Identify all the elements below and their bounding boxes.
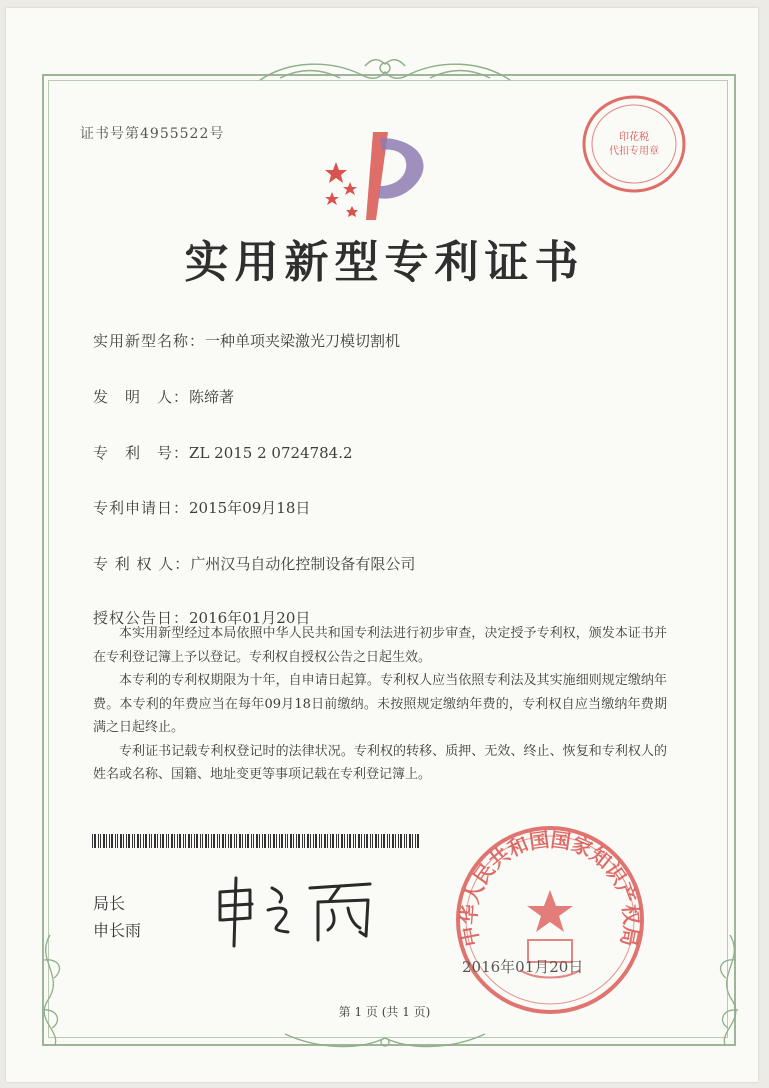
barcode-bar	[196, 834, 198, 848]
field-label: 专 利 号：	[93, 444, 190, 462]
barcode-bar	[330, 834, 331, 848]
barcode-bar	[290, 834, 292, 848]
barcode-bar	[222, 834, 224, 848]
barcode-bar	[321, 834, 322, 848]
barcode-bar	[117, 834, 118, 848]
barcode-bar	[276, 834, 277, 848]
barcode-bar	[281, 834, 283, 848]
signatory-title: 局长	[93, 894, 126, 913]
barcode-bar	[219, 834, 220, 848]
barcode-bar	[370, 834, 371, 848]
barcode-bar	[378, 834, 379, 848]
barcode-bar	[366, 834, 368, 848]
barcode-bar	[417, 834, 419, 848]
barcode-bar	[174, 834, 175, 848]
barcode-bar	[225, 834, 226, 848]
seal-text: 中华人民共和国国家知识产权局	[456, 827, 644, 949]
barcode-bar	[287, 834, 288, 848]
barcode-bar	[137, 834, 139, 848]
barcode-bar	[285, 834, 286, 848]
handwritten-signature	[210, 870, 390, 950]
barcode-bar	[200, 834, 201, 848]
barcode-bar	[109, 834, 110, 848]
bottom-center-ornament	[280, 1026, 490, 1052]
body-paragraph: 本实用新型经过本局依照中华人民共和国专利法进行初步审查，决定授予专利权，颁发本证书并在专利登记簿上予以登记。专利权自授权公告之日起生效。	[93, 626, 667, 665]
barcode-bar	[315, 834, 317, 848]
field-value: 陈缔著	[189, 388, 235, 406]
certificate-title: 实用新型专利证书	[184, 237, 585, 288]
field-value: 2015年09月18日	[189, 499, 311, 517]
barcode-bar	[296, 834, 297, 848]
barcode-bar	[324, 834, 326, 848]
barcode-bar	[160, 834, 161, 848]
barcode-bar	[304, 834, 305, 848]
barcode-bar	[132, 834, 133, 848]
barcode-bar	[157, 834, 158, 848]
barcode-bar	[234, 834, 235, 848]
barcode-bar	[372, 834, 373, 848]
barcode-bar	[103, 834, 105, 848]
barcode-bar	[183, 834, 184, 848]
bottom-right-ornament	[690, 930, 750, 1050]
barcode-bar	[100, 834, 101, 848]
barcode-bar	[202, 834, 203, 848]
barcode-bar	[145, 834, 147, 848]
barcode-bar	[115, 834, 116, 848]
certificate-number: 证书号第4955522号	[80, 126, 225, 142]
barcode-bar	[111, 834, 113, 848]
barcode-bar	[211, 834, 212, 848]
barcode-bar	[406, 834, 407, 848]
barcode-bar	[381, 834, 382, 848]
body-paragraph: 本专利的专利权期限为十年，自申请日起算。专利权人应当依照专利法及其实施细则规定缴纳年费。本专利的年费应当在每年09月18日前缴纳。未按照规定缴纳年费的，专利权自应当缴纳年费期满之日起终止。	[93, 673, 667, 735]
field-label: 发 明 人：	[93, 388, 190, 406]
svg-text:印花税: 印花税	[619, 132, 649, 143]
barcode-bar	[194, 834, 195, 848]
barcode-bar	[239, 834, 241, 848]
barcode-bar	[185, 834, 186, 848]
barcode-bar	[256, 834, 258, 848]
field-value: ZL 2015 2 0724784.2	[189, 444, 353, 462]
barcode-bar	[154, 834, 156, 848]
barcode-bar	[162, 834, 164, 848]
issue-date: 2016年01月20日	[462, 958, 584, 976]
barcode-bar	[268, 834, 269, 848]
barcode-bar	[375, 834, 377, 848]
barcode-bar	[298, 834, 300, 848]
barcode-bar	[140, 834, 141, 848]
barcode-bar	[389, 834, 390, 848]
barcode-bar	[191, 834, 192, 848]
barcode-bar	[358, 834, 360, 848]
barcode-bar	[92, 834, 93, 848]
barcode-bar	[336, 834, 337, 848]
barcode-bar	[392, 834, 394, 848]
barcode-bar	[398, 834, 399, 848]
barcode-bar	[264, 834, 266, 848]
barcode-bar	[262, 834, 263, 848]
barcode	[92, 834, 422, 848]
barcode-bar	[253, 834, 254, 848]
barcode-bar	[245, 834, 246, 848]
certificate-body	[93, 622, 667, 787]
barcode-bar	[341, 834, 343, 848]
bottom-left-ornament	[30, 930, 90, 1050]
barcode-bar	[228, 834, 229, 848]
barcode-bar	[338, 834, 339, 848]
barcode-bar	[168, 834, 169, 848]
barcode-bar	[259, 834, 260, 848]
barcode-bar	[361, 834, 362, 848]
barcode-bar	[319, 834, 320, 848]
barcode-bar	[188, 834, 190, 848]
signatory-block	[93, 890, 141, 944]
official-seal	[450, 820, 650, 1020]
barcode-bar	[313, 834, 314, 848]
barcode-bar	[205, 834, 207, 848]
barcode-bar	[353, 834, 354, 848]
barcode-bar	[98, 834, 99, 848]
barcode-bar	[106, 834, 107, 848]
barcode-bar	[293, 834, 294, 848]
svg-text:代扣专用章: 代扣专用章	[609, 146, 659, 157]
field-utility-name	[93, 330, 400, 351]
field-label: 专 利 权 人：	[93, 555, 191, 573]
barcode-bar	[395, 834, 396, 848]
barcode-bar	[310, 834, 311, 848]
field-value: 一种单项夹梁激光刀模切割机	[205, 332, 401, 350]
barcode-bar	[415, 834, 416, 848]
barcode-bar	[279, 834, 280, 848]
field-label: 专利申请日：	[93, 499, 190, 517]
barcode-bar	[344, 834, 345, 848]
barcode-bar	[213, 834, 215, 848]
barcode-bar	[327, 834, 328, 848]
barcode-bar	[332, 834, 334, 848]
barcode-bar	[387, 834, 388, 848]
top-ornament	[250, 56, 520, 88]
svg-text:中华人民共和国国家知识产权局	[456, 827, 643, 948]
barcode-bar	[126, 834, 127, 848]
barcode-bar	[247, 834, 249, 848]
field-value: 广州汉马自动化控制设备有限公司	[190, 555, 416, 573]
barcode-bar	[383, 834, 385, 848]
barcode-bar	[242, 834, 243, 848]
barcode-bar	[302, 834, 303, 848]
tax-seal-stamp	[572, 92, 702, 202]
barcode-bar	[400, 834, 402, 848]
field-label: 授权公告日：	[93, 609, 190, 627]
field-value: 2016年01月20日	[189, 609, 311, 627]
barcode-bar	[177, 834, 178, 848]
barcode-bar	[123, 834, 124, 848]
signatory-name: 申长雨	[93, 921, 142, 940]
barcode-bar	[149, 834, 150, 848]
barcode-bar	[364, 834, 365, 848]
barcode-bar	[128, 834, 130, 848]
barcode-bar	[120, 834, 122, 848]
barcode-bar	[179, 834, 181, 848]
barcode-bar	[134, 834, 135, 848]
barcode-bar	[151, 834, 152, 848]
body-paragraph: 专利证书记载专利权登记时的法律状况。专利权的转移、质押、无效、终止、恢复和专利权人的姓名或名称、国籍、地址变更等事项记载在专利登记簿上。	[93, 743, 667, 782]
page-number: 第 1 页 (共 1 页)	[338, 1005, 431, 1019]
barcode-bar	[166, 834, 167, 848]
barcode-bar	[217, 834, 218, 848]
barcode-bar	[270, 834, 271, 848]
barcode-bar	[307, 834, 309, 848]
field-patent-number	[93, 442, 353, 463]
field-inventor	[93, 386, 234, 407]
barcode-bar	[230, 834, 232, 848]
barcode-bar	[409, 834, 411, 848]
field-patentee	[93, 553, 415, 574]
barcode-bar	[404, 834, 405, 848]
barcode-bar	[143, 834, 144, 848]
barcode-bar	[208, 834, 209, 848]
barcode-bar	[236, 834, 237, 848]
barcode-bar	[251, 834, 252, 848]
barcode-bar	[349, 834, 351, 848]
field-application-date	[93, 497, 310, 518]
patent-office-logo	[318, 124, 438, 224]
barcode-bar	[94, 834, 96, 848]
barcode-bar	[412, 834, 413, 848]
barcode-bar	[171, 834, 173, 848]
barcode-bar	[347, 834, 348, 848]
barcode-bar	[355, 834, 356, 848]
barcode-bar	[273, 834, 275, 848]
field-label: 实用新型名称：	[93, 332, 206, 350]
